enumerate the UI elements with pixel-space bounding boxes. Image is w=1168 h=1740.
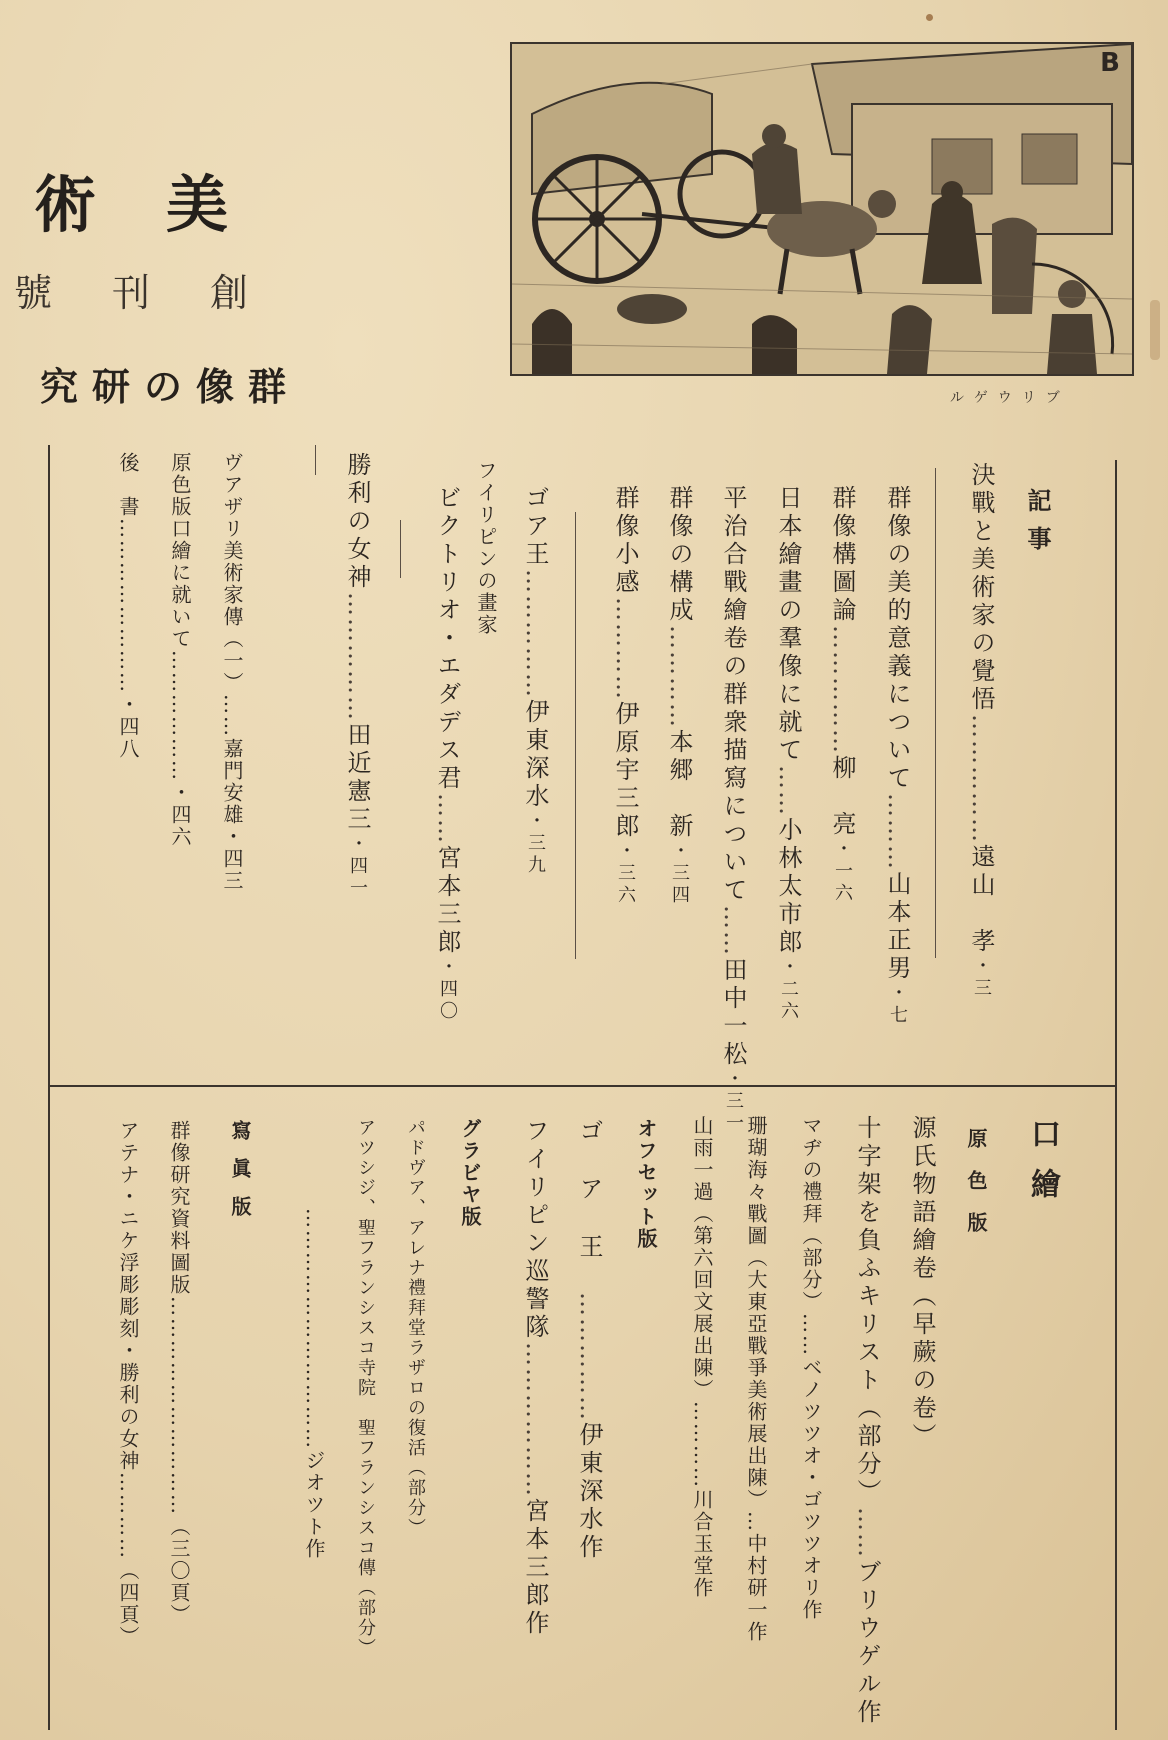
- article-author: 田近憲三: [343, 722, 371, 834]
- article-9-line1[interactable]: [472, 460, 501, 636]
- article-12[interactable]: 原色版口繪に就いて………………・四六: [168, 452, 192, 848]
- plate-4[interactable]: 珊瑚海々戰圖（大東亞戰爭美術展出陳）…中村研一作: [744, 1115, 768, 1643]
- article-author: 嘉門安雄: [220, 738, 244, 826]
- article-author: 山本正男: [883, 871, 911, 983]
- article-page: 二六: [778, 979, 799, 1023]
- plates-section-label: 寫眞版: [228, 1120, 252, 1234]
- article-page: 四一: [347, 856, 368, 900]
- plate-6[interactable]: ゴア王……………伊東深水作: [575, 1118, 603, 1562]
- article-8[interactable]: ゴア王……………伊東深水・三九: [521, 485, 549, 877]
- plate-author: ベノツツオ・ゴツツオリ作: [799, 1357, 823, 1621]
- article-author: 遠山 孝: [967, 844, 995, 956]
- plate-title: 十字架を負ふキリスト（部分）: [853, 1115, 881, 1507]
- plate-5[interactable]: 山雨一過（第六回文展出陳）…………川合玉堂作: [690, 1115, 714, 1599]
- bruegel-illustration: [510, 42, 1134, 376]
- plates-section-label: 原色版: [964, 1128, 988, 1254]
- plate-11[interactable]: 群像研究資料圖版…………………………（三〇頁）: [167, 1120, 191, 1626]
- article-page: 四〇: [437, 979, 458, 1023]
- plates-header: 口繪: [1025, 1118, 1060, 1218]
- plates-section-label: グラビヤ版: [458, 1118, 482, 1228]
- plate-12[interactable]: アテナ・ニケ浮彫彫刻・勝利の女神…………（四頁）: [116, 1120, 140, 1648]
- article-title: 群像の美的意義について: [883, 485, 911, 793]
- article-author: 本郷 新: [665, 729, 693, 841]
- article-page: 一六: [832, 861, 853, 905]
- plate-title: アツシジ、聖フランシスコ寺院 聖フランシスコ傳（部分）: [355, 1118, 376, 1658]
- article-author: 伊原宇三郎: [611, 701, 639, 841]
- frame-left: [48, 445, 50, 1730]
- article-13[interactable]: 後 書……………………・四八: [116, 452, 140, 760]
- article-title: ゴア王: [521, 485, 549, 569]
- article-11[interactable]: ヴアザリ美術家傳（一）……嘉門安雄・四三: [220, 452, 244, 892]
- plate-9[interactable]: [352, 1118, 378, 1658]
- article-title: フイリピンの畫家: [474, 460, 498, 636]
- article-page: 四六: [168, 804, 192, 848]
- article-page: 三九: [525, 833, 546, 877]
- article-2[interactable]: 群像の美的意義について………山本正男・七: [883, 485, 911, 1027]
- article-title: 平治合戰繪卷の群衆描寫について: [719, 485, 747, 905]
- article-title: 勝利の女神: [343, 452, 371, 592]
- group-line-3: [400, 520, 401, 578]
- artist-monogram: B: [1100, 48, 1120, 78]
- plate-author: ジオツト作: [302, 1450, 326, 1560]
- article-title: 決戰と美術家の覺悟: [967, 462, 995, 714]
- plate-title: 群像研究資料圖版: [167, 1120, 191, 1296]
- issue-label: 創刊號: [13, 271, 308, 315]
- article-title: 日本繪畫の羣像に就て: [774, 485, 802, 765]
- article-title: ビクトリオ・エダデス君: [433, 485, 461, 793]
- article-1[interactable]: 決戰と美術家の覺悟……………遠山 孝・三: [967, 462, 995, 1000]
- article-page: 三: [971, 978, 992, 1000]
- plate-title: 源氏物語繪卷（早蕨の卷）: [908, 1115, 936, 1451]
- article-page: 四八: [116, 716, 140, 760]
- article-3[interactable]: 群像構圖論……………柳 亮・一六: [828, 485, 856, 905]
- plate-title: パドヴア、アレナ禮拜堂ラザロの復活（部分）: [405, 1118, 426, 1538]
- article-6[interactable]: 群像の構成…………本郷 新・三四: [665, 485, 693, 907]
- paper-stain: [1150, 300, 1160, 360]
- plate-title: ゴア王: [575, 1118, 603, 1292]
- plate-author: 宮本三郎作: [521, 1498, 549, 1638]
- plate-title: 珊瑚海々戰圖（大東亞戰爭美術展出陳）: [744, 1115, 768, 1511]
- plate-title: 山雨一過（第六回文展出陳）: [690, 1115, 714, 1401]
- article-title: 群像の構成: [665, 485, 693, 625]
- article-5[interactable]: 平治合戰繪卷の群衆描寫について……田中一松・三一: [719, 485, 747, 1135]
- article-author: 宮本三郎: [433, 845, 461, 957]
- article-page: 三一: [723, 1091, 744, 1135]
- article-title: ヴアザリ美術家傳（一）: [220, 452, 244, 694]
- plate-author: （三〇頁）: [167, 1516, 191, 1626]
- plate-title: フイリピン巡警隊: [521, 1118, 549, 1342]
- article-page: 四三: [220, 848, 244, 892]
- article-title: 群像小感: [611, 485, 639, 597]
- article-7[interactable]: 群像小感…………伊原宇三郎・三六: [611, 485, 639, 907]
- plate-10[interactable]: ……………………………ジオツト作: [302, 1208, 326, 1560]
- plate-1[interactable]: [905, 1115, 940, 1451]
- plate-title: マヂの禮拜（部分）: [799, 1115, 823, 1313]
- plate-author: 伊東深水作: [575, 1422, 603, 1562]
- article-9[interactable]: ビクトリオ・エダデス君……宮本三郎・四〇: [433, 485, 461, 1023]
- frame-right: [1115, 460, 1117, 1730]
- article-author: 小林太市郎: [774, 817, 802, 957]
- issue-theme: 群像の研究: [39, 364, 300, 409]
- paper-stain: [926, 14, 933, 21]
- article-author: 伊東深水: [521, 699, 549, 811]
- plate-author: 中村研一作: [744, 1533, 768, 1643]
- plate-7[interactable]: フイリピン巡警隊………………宮本三郎作: [521, 1118, 549, 1638]
- article-10[interactable]: 勝利の女神……………田近憲三・四一: [343, 452, 371, 900]
- illustration-caption: ブリウゲル: [950, 390, 1070, 406]
- plate-title: アテナ・ニケ浮彫彫刻・勝利の女神: [116, 1120, 140, 1472]
- section-divider: [48, 1085, 1117, 1087]
- article-page: 三六: [615, 863, 636, 907]
- article-4[interactable]: 日本繪畫の羣像に就て……小林太市郎・二六: [774, 485, 802, 1023]
- article-page: 七: [887, 1005, 908, 1027]
- article-author: 柳 亮: [828, 755, 856, 839]
- plate-author: （四頁）: [116, 1560, 140, 1648]
- article-title: 原色版口繪に就いて: [168, 452, 192, 650]
- plate-author: 川合玉堂作: [690, 1489, 714, 1599]
- article-author: 田中一松: [719, 957, 747, 1069]
- article-page: 三四: [669, 863, 690, 907]
- plate-2[interactable]: 十字架を負ふキリスト（部分）……ブリウゲル作: [853, 1115, 881, 1727]
- magazine-title: 美術: [33, 168, 298, 241]
- plate-8[interactable]: [402, 1118, 428, 1538]
- articles-header: 記事: [1023, 488, 1052, 564]
- article-title: 群像構圖論: [828, 485, 856, 625]
- article-title: 後 書: [116, 452, 140, 518]
- plate-author: ブリウゲル作: [853, 1559, 881, 1727]
- group-line-4: [315, 445, 316, 475]
- group-line-1: [935, 468, 936, 958]
- group-line-2: [575, 512, 576, 959]
- plates-section-label: オフセット版: [634, 1118, 658, 1250]
- plate-3[interactable]: マヂの禮拜（部分）……ベノツツオ・ゴツツオリ作: [799, 1115, 823, 1621]
